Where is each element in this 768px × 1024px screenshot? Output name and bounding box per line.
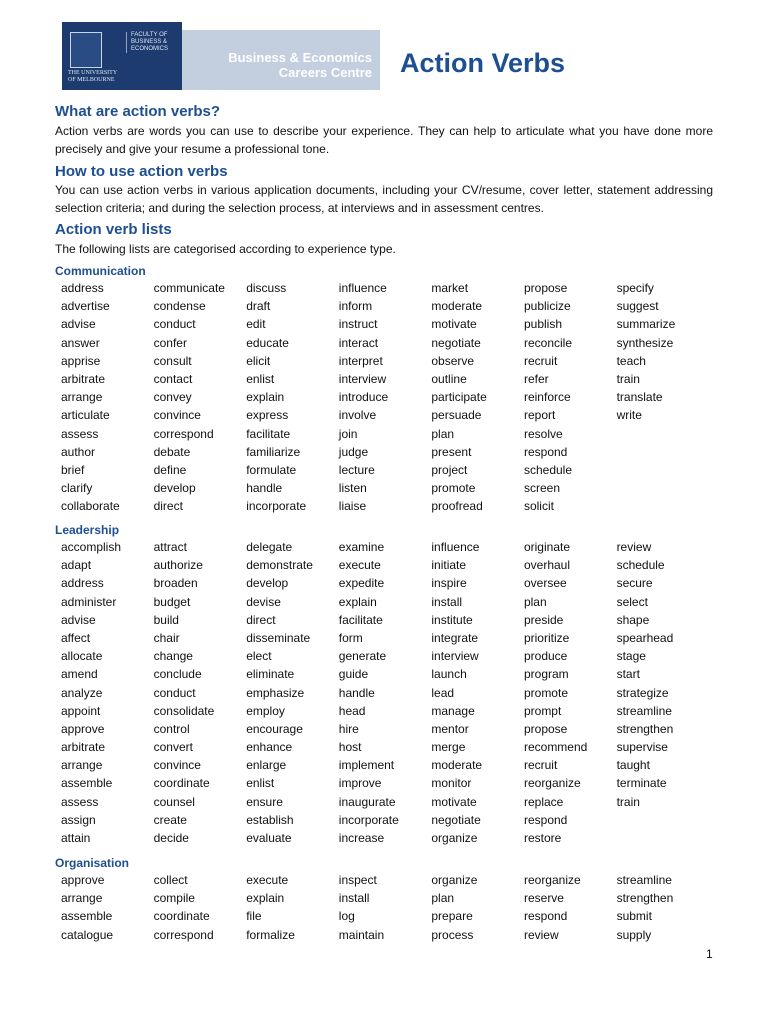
verb-item: confer [153, 335, 187, 350]
verb-item: coordinate [153, 909, 210, 924]
verb-item: adapt [61, 558, 92, 573]
verb-item: supervise [616, 740, 668, 755]
verb-item: amend [61, 667, 98, 682]
banner-line-2: Careers Centre [278, 65, 372, 80]
verb-item [617, 829, 710, 847]
verb-item: reorganize [523, 776, 581, 791]
verb-item: prepare [431, 909, 473, 924]
verb-item: reconcile [523, 335, 572, 350]
verb-item: influence [338, 281, 387, 295]
verb-item: review [523, 927, 559, 942]
verb-item: enhance [246, 740, 293, 755]
verb-item: select [616, 594, 648, 609]
verb-item: develop [246, 576, 289, 591]
verb-item: manage [431, 703, 475, 718]
logo-faculty-text: FACULTY OF BUSINESS & ECONOMICS [126, 32, 183, 53]
verb-item: propose [523, 721, 568, 736]
verb-item: overhaul [523, 558, 570, 573]
verb-item: maintain [338, 927, 385, 942]
verb-item: edit [246, 317, 266, 332]
verb-item: conduct [153, 685, 196, 700]
verb-item: answer [61, 335, 100, 350]
verb-item: moderate [431, 299, 483, 314]
verb-item: reinforce [523, 390, 571, 405]
verb-item: elicit [246, 353, 271, 368]
verb-item: accomplish [61, 540, 122, 554]
verb-item: participate [431, 390, 487, 405]
verb-item: advise [61, 612, 96, 627]
verb-item: publish [523, 317, 562, 332]
verb-item: head [338, 703, 366, 718]
verb-item: arbitrate [61, 740, 106, 755]
verb-item: write [616, 408, 642, 423]
verb-item: approve [61, 873, 105, 887]
verb-item [617, 479, 710, 497]
verb-grid-organisation [61, 871, 709, 944]
verb-item: introduce [338, 390, 389, 405]
verb-item: launch [431, 667, 467, 682]
verb-item: recruit [523, 353, 558, 368]
verb-item: inaugurate [338, 794, 396, 809]
verb-item: delegate [246, 540, 293, 554]
verb-item: monitor [431, 776, 472, 791]
verb-item: taught [616, 758, 650, 773]
section-body-what: Action verbs are words you can use to describe your experience. They can help to articulate what you have done more precisely and give your resume a professional tone. [55, 124, 713, 156]
verb-item: arrange [61, 390, 103, 405]
verb-item: secure [616, 576, 653, 591]
verb-item: host [338, 740, 362, 755]
verb-item: convert [153, 740, 193, 755]
verb-item: plan [523, 594, 547, 609]
verb-item: mentor [431, 721, 469, 736]
verb-item: emphasize [246, 685, 305, 700]
verb-item [617, 497, 710, 515]
verb-item: assess [61, 794, 99, 809]
verb-item: attract [153, 540, 187, 554]
verb-item: promote [431, 481, 476, 496]
verb-item: execute [338, 558, 381, 573]
verb-item [617, 443, 710, 461]
verb-item: familiarize [246, 444, 301, 459]
verb-item: discuss [246, 281, 287, 295]
verb-item: explain [246, 390, 285, 405]
verb-item: create [153, 812, 187, 827]
verb-item: broaden [153, 576, 198, 591]
verb-item: disseminate [246, 630, 311, 645]
verb-item: handle [246, 481, 283, 496]
category-heading-organisation: Organisation [55, 856, 130, 870]
verb-item: screen [523, 481, 560, 496]
verb-item: program [523, 667, 569, 682]
verb-item: terminate [616, 776, 667, 791]
verb-item: interact [338, 335, 379, 350]
banner-line-1: Business & Economics [228, 50, 372, 65]
verb-item: synthesize [616, 335, 674, 350]
verb-item: facilitate [338, 612, 383, 627]
page-title: Action Verbs [400, 48, 566, 78]
verb-item: budget [153, 594, 191, 609]
verb-item: streamline [616, 873, 672, 887]
careers-centre-banner [182, 30, 380, 90]
verb-item: liaise [338, 499, 367, 514]
verb-item: conduct [153, 317, 196, 332]
verb-item: organize [431, 873, 478, 887]
verb-item: collect [153, 873, 188, 887]
verb-item: negotiate [431, 812, 481, 827]
verb-item: lead [431, 685, 455, 700]
verb-item: direct [153, 499, 183, 514]
verb-item: proofread [431, 499, 483, 514]
verb-item: preside [523, 612, 564, 627]
verb-item: contact [153, 371, 193, 386]
verb-item: author [61, 444, 96, 459]
verb-item: motivate [431, 317, 477, 332]
verb-item: allocate [61, 649, 103, 664]
verb-item: log [338, 909, 355, 924]
section-heading-how: How to use action verbs [55, 163, 228, 180]
verb-item: attain [61, 831, 91, 845]
verb-item: outline [431, 371, 467, 386]
verb-item: elect [246, 649, 272, 664]
verb-item: specify [616, 281, 654, 295]
verb-item: draft [246, 299, 271, 314]
verb-item: inspire [431, 576, 467, 591]
verb-item: process [431, 927, 474, 942]
verb-item: strengthen [616, 891, 674, 906]
section-body-lists: The following lists are categorised according to experience type. [55, 242, 396, 256]
verb-item: administer [61, 594, 117, 609]
verb-item: collaborate [61, 499, 120, 514]
verb-item: address [61, 281, 104, 295]
verb-item: produce [523, 649, 568, 664]
verb-item: examine [338, 540, 385, 554]
verb-item: supply [616, 927, 652, 942]
verb-item: persuade [431, 408, 482, 423]
verb-item: streamline [616, 703, 672, 718]
verb-item: direct [246, 612, 276, 627]
verb-item: resolve [523, 426, 563, 441]
verb-item: respond [523, 812, 568, 827]
verb-item: organize [431, 831, 478, 845]
verb-item: increase [338, 831, 385, 845]
verb-item: establish [246, 812, 294, 827]
verb-item: replace [523, 794, 564, 809]
verb-item: approve [61, 721, 105, 736]
verb-item: catalogue [61, 927, 114, 942]
verb-item: moderate [431, 758, 483, 773]
verb-item: motivate [431, 794, 477, 809]
verb-item: correspond [153, 426, 214, 441]
verb-item: prompt [523, 703, 562, 718]
verb-item: condense [153, 299, 206, 314]
verb-item: integrate [431, 630, 479, 645]
verb-item [617, 461, 710, 479]
verb-item: chair [153, 630, 180, 645]
verb-item: handle [338, 685, 375, 700]
verb-item: articulate [61, 408, 110, 423]
verb-item: report [523, 408, 556, 423]
verb-item: negotiate [431, 335, 481, 350]
verb-item: refer [523, 371, 549, 386]
verb-item: train [616, 371, 640, 386]
verb-item: guide [338, 667, 369, 682]
verb-item: originate [523, 540, 570, 554]
verb-grid-leadership [61, 538, 709, 847]
verb-item: schedule [523, 462, 573, 477]
verb-item: incorporate [338, 812, 399, 827]
verb-item: explain [338, 594, 377, 609]
verb-item: respond [523, 444, 568, 459]
verb-item: eliminate [246, 667, 295, 682]
verb-item: reorganize [523, 873, 581, 887]
verb-item: debate [153, 444, 191, 459]
verb-item: teach [616, 353, 646, 368]
verb-item: explain [246, 891, 285, 906]
verb-item: assemble [61, 909, 113, 924]
verb-item: join [338, 426, 358, 441]
verb-item: implement [338, 758, 395, 773]
verb-item: hire [338, 721, 359, 736]
verb-item: appoint [61, 703, 101, 718]
verb-item: assess [61, 426, 99, 441]
page-number: 1 [706, 947, 713, 961]
verb-item: arbitrate [61, 371, 106, 386]
section-body-how: You can use action verbs in various application documents, including your CV/resume, cover letter, statement addressing selection criteria; and during the selection process, at interviews and in assessment centres. [55, 183, 713, 215]
verb-item: merge [431, 740, 466, 755]
verb-item: address [61, 576, 104, 591]
verb-item: clarify [61, 481, 93, 496]
verb-item: arrange [61, 758, 103, 773]
verb-item: judge [338, 444, 369, 459]
verb-item: review [616, 540, 652, 554]
verb-item: respond [523, 909, 568, 924]
verb-item: ensure [246, 794, 283, 809]
page-header [62, 20, 722, 92]
verb-item: promote [523, 685, 568, 700]
verb-item: decide [153, 831, 189, 845]
verb-item: submit [616, 909, 652, 924]
verb-item: interview [338, 371, 387, 386]
verb-item: counsel [153, 794, 195, 809]
verb-item: involve [338, 408, 377, 423]
verb-item: solicit [523, 499, 554, 514]
verb-item: strategize [616, 685, 669, 700]
verb-item: assign [61, 812, 96, 827]
verb-item: spearhead [616, 630, 674, 645]
verb-item: plan [431, 426, 455, 441]
verb-item: convince [153, 408, 201, 423]
verb-item: compile [153, 891, 195, 906]
verb-item: prioritize [523, 630, 570, 645]
verb-item: authorize [153, 558, 203, 573]
verb-item: define [153, 462, 187, 477]
verb-item: convince [153, 758, 201, 773]
crest-icon [70, 32, 102, 68]
verb-item: assemble [61, 776, 113, 791]
section-heading-what: What are action verbs? [55, 103, 221, 120]
verb-item: formulate [246, 462, 297, 477]
verb-item: demonstrate [246, 558, 313, 573]
verb-item: reserve [523, 891, 564, 906]
verb-item: coordinate [153, 776, 210, 791]
verb-item: express [246, 408, 289, 423]
verb-item: stage [616, 649, 646, 664]
verb-item: enlarge [246, 758, 287, 773]
verb-item: correspond [153, 927, 214, 942]
verb-item: restore [523, 831, 562, 845]
verb-item: devise [246, 594, 281, 609]
verb-item: listen [338, 481, 367, 496]
verb-item: educate [246, 335, 289, 350]
verb-item: generate [338, 649, 387, 664]
verb-item: evaluate [246, 831, 292, 845]
verb-item: institute [431, 612, 473, 627]
verb-grid-communication [61, 279, 709, 515]
verb-item: lecture [338, 462, 375, 477]
verb-item: suggest [616, 299, 659, 314]
verb-item: propose [523, 281, 568, 295]
verb-item: start [616, 667, 640, 682]
verb-item: enlist [246, 371, 275, 386]
verb-item [617, 425, 710, 443]
verb-item: translate [616, 390, 663, 405]
verb-item: strengthen [616, 721, 674, 736]
verb-item [617, 811, 710, 829]
verb-item: consolidate [153, 703, 215, 718]
verb-item: apprise [61, 353, 101, 368]
verb-item: communicate [153, 281, 225, 295]
verb-item: interpret [338, 353, 383, 368]
verb-item: affect [61, 630, 91, 645]
verb-item: present [431, 444, 472, 459]
logo-university-text: THE UNIVERSITY OF MELBOURNE [68, 70, 117, 83]
verb-item: plan [431, 891, 455, 906]
verb-item: train [616, 794, 640, 809]
verb-item: facilitate [246, 426, 291, 441]
verb-item: convey [153, 390, 192, 405]
verb-item: shape [616, 612, 650, 627]
verb-item: summarize [616, 317, 676, 332]
verb-item: inspect [338, 873, 377, 887]
university-logo [62, 22, 182, 90]
verb-item: recommend [523, 740, 588, 755]
verb-item: improve [338, 776, 382, 791]
category-heading-communication: Communication [55, 264, 146, 278]
verb-item: advertise [61, 299, 110, 314]
verb-item: file [246, 909, 262, 924]
verb-item: encourage [246, 721, 303, 736]
verb-item: incorporate [246, 499, 307, 514]
verb-item: inform [338, 299, 373, 314]
verb-item: arrange [61, 891, 103, 906]
verb-item: interview [431, 649, 479, 664]
verb-item: develop [153, 481, 196, 496]
verb-item: market [431, 281, 469, 295]
verb-item: project [431, 462, 468, 477]
verb-item: install [431, 594, 463, 609]
verb-item: oversee [523, 576, 567, 591]
verb-item: form [338, 630, 363, 645]
verb-item: observe [431, 353, 475, 368]
verb-item: install [338, 891, 370, 906]
verb-item: consult [153, 353, 192, 368]
verb-item: influence [431, 540, 480, 554]
verb-item: publicize [523, 299, 571, 314]
verb-item: initiate [431, 558, 467, 573]
section-heading-lists: Action verb lists [55, 221, 172, 238]
verb-item: conclude [153, 667, 202, 682]
verb-item: advise [61, 317, 96, 332]
verb-item: execute [246, 873, 289, 887]
verb-item: recruit [523, 758, 558, 773]
verb-item: formalize [246, 927, 295, 942]
verb-item: instruct [338, 317, 378, 332]
verb-item: analyze [61, 685, 103, 700]
verb-item: change [153, 649, 193, 664]
category-heading-leadership: Leadership [55, 523, 120, 537]
verb-item: build [153, 612, 179, 627]
verb-item: expedite [338, 576, 385, 591]
verb-item: brief [61, 462, 85, 477]
verb-item: enlist [246, 776, 275, 791]
verb-item: control [153, 721, 190, 736]
verb-item: schedule [616, 558, 665, 573]
verb-item: employ [246, 703, 285, 718]
